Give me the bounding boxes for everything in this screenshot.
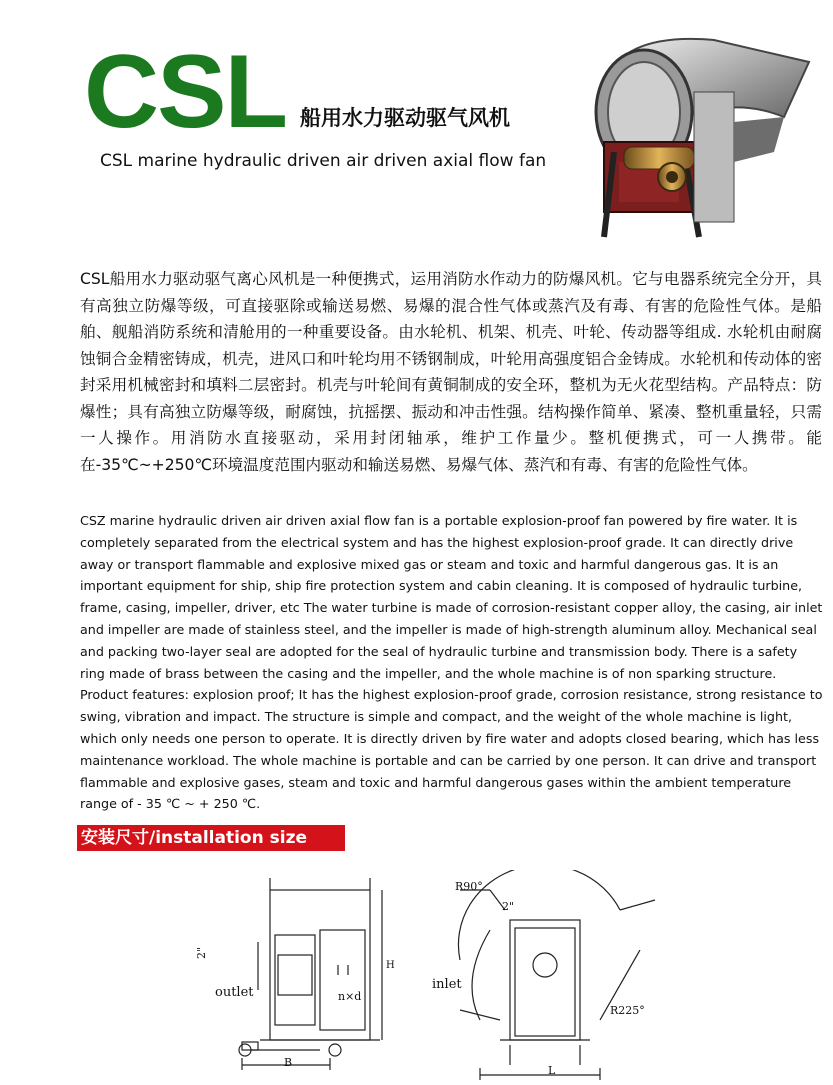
inlet-label: inlet [432, 977, 462, 992]
b-dimension-label: B [284, 1056, 293, 1069]
outlet-label: outlet [215, 985, 254, 1000]
nxd-label: n×d [338, 990, 362, 1003]
h-dimension-label: H [386, 960, 395, 971]
two-inch-left-label: 2" [195, 946, 208, 959]
installation-drawing [160, 870, 670, 1082]
page-title-cn: 船用水力驱动驱气风机 [300, 106, 510, 130]
description-cn: CSL船用水力驱动驱气离心风机是一种便携式，运用消防水作动力的防爆风机。它与电器系统完全分开，具有高独立防爆等级，可直接驱除或输送易燃、易爆的混合性气体或蒸汽及有毒、有害的危险性气体。是船舶、舰船消防系统和清舱用的一种重要设备。由水轮机、机架、机壳、叶轮、传动器等组成. 水轮机由耐腐蚀铜合金精密铸成，机壳，进风口和叶轮均用不锈钢制成，叶轮用高强度铝合金铸成。水轮机和传动体的密封采用机械密封和填料二层密封。机壳与叶轮间有黄铜制成的安全环，整机为无火花型结构。产品特点：防爆性；具有高独立防爆等级，耐腐蚀，抗摇摆、振动和冲击性强。结构操作简单、紧凑、整机重量轻，只需一人操作。用消防水直接驱动，采用封闭轴承，维护工作量少。整机便携式，可一人携带。能在-35℃~+250℃环境温度范围内驱动和输送易燃、易爆气体、蒸汽和有毒、有害的危险性气体。 [80, 270, 822, 474]
l-dimension-label: L [548, 1064, 556, 1077]
description-en: CSZ marine hydraulic driven air driven axial flow fan is a portable explosion-proof fan powered by fire water. It is completely separated from the electrical system and has the highest explosion-proof grade. It can directly drive away or transport flammable and explosive mixed gas or steam and toxic and harmful dangerous gas. It is an important equipment for ship, ship fire protection system and cabin cleaning. It is composed of hydraulic turbine, frame, casing, impeller, driver, etc The water turbine is made of corrosion-resistant copper alloy, the casing, air inlet and impeller are made of stainless steel, and the impeller is made of high-strength aluminum alloy. Mechanical seal and packing two-layer seal are adopted for the seal of hydraulic turbine and transmission body. There is a safety ring made of brass between the casing and the impeller, and the whole machine is of non sparking structure. Product features: explosion proof; It has the highest explosion-proof grade, corrosion resistance, strong resistance to swing, vibration and impact. The structure is simple and compact, and the weight of the whole machine is light, which only needs one person to operate. It is directly driven by fire water and adopts closed bearing, which has less maintenance workload. The whole machine is portable and can be carried by one person. It can drive and transport flammable and explosive gases, steam and toxic and harmful dangerous gases within the ambient temperature range of - 35 ℃ ~ + 250 ℃. [80, 513, 823, 812]
fan-photo [584, 22, 824, 244]
installation-size-heading: 安装尺寸/installation size [77, 825, 345, 851]
r225-label: R225° [610, 1004, 645, 1017]
page-title-en: CSL marine hydraulic driven air driven axial flow fan [100, 151, 547, 171]
two-inch-right-label: 2" [502, 900, 515, 913]
brand-logo: CSL [84, 34, 286, 150]
r90-label: R90° [455, 880, 483, 893]
